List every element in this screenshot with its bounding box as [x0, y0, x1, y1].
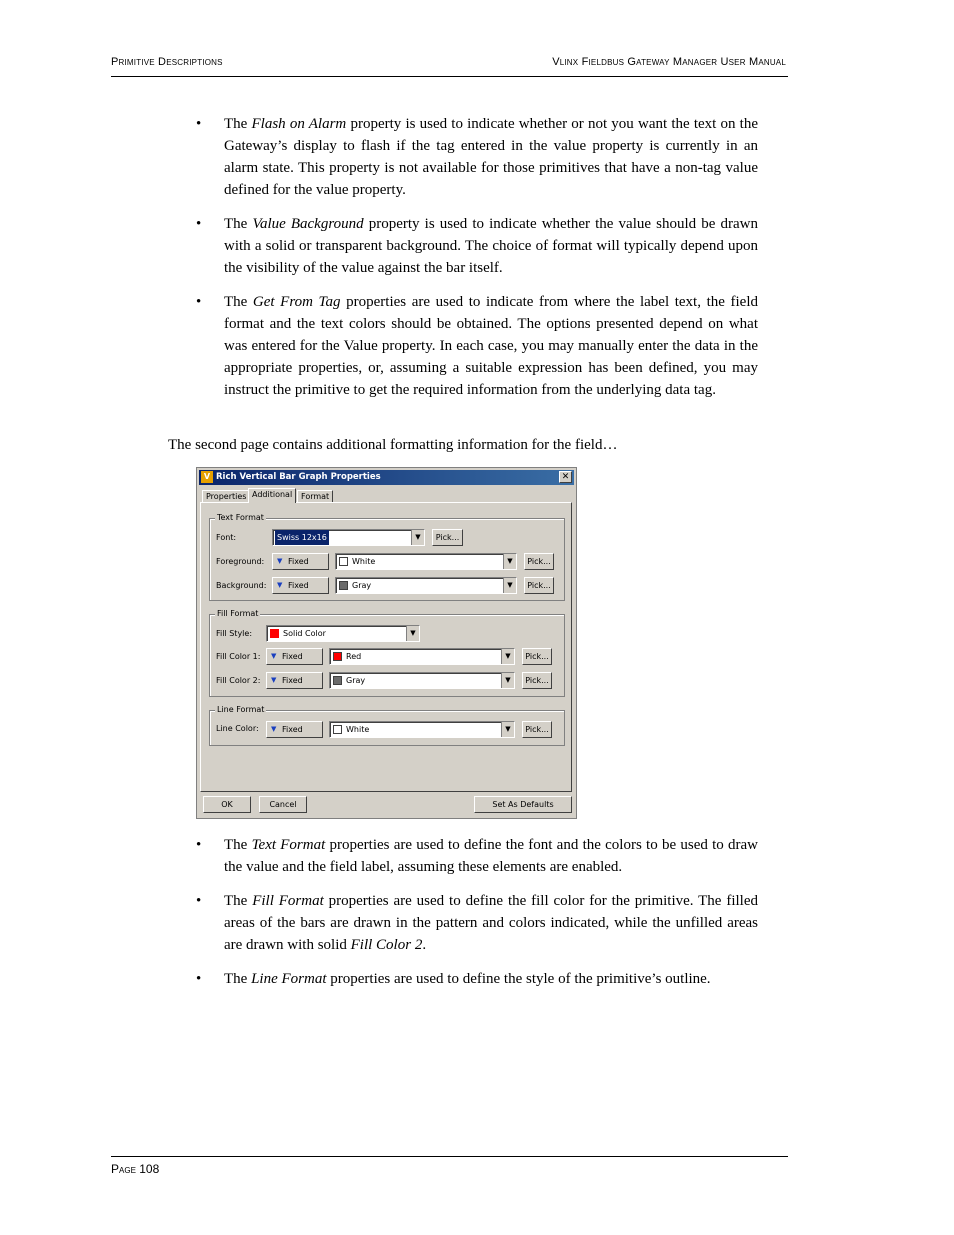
- fill-format-title: Fill Format: [217, 609, 259, 618]
- dropdown-triangle-icon: ▼: [277, 557, 283, 565]
- dialog-title: Rich Vertical Bar Graph Properties: [216, 472, 381, 482]
- ok-button[interactable]: OK: [203, 796, 251, 813]
- line-color-label: Line Color:: [216, 724, 259, 733]
- app-logo-icon: V: [201, 471, 213, 483]
- color-swatch: [333, 725, 342, 734]
- fill-color2-pick-button[interactable]: Pick...: [522, 672, 552, 689]
- line-color-select[interactable]: White ▼: [329, 721, 515, 738]
- chevron-down-icon: ▼: [503, 554, 516, 569]
- list-item: • The Fill Format properties are used to define the fill color for the primitive. The filled areas of the bars are drawn in the pattern and colors indicated, while the unfilled areas are drawn with solid Fill Color 2.: [196, 890, 758, 956]
- tab-format[interactable]: Format: [297, 490, 333, 503]
- text-format-title: Text Format: [217, 513, 264, 522]
- running-header-left: Primitive Descriptions: [111, 56, 223, 68]
- fill-color1-pick-button[interactable]: Pick...: [522, 648, 552, 665]
- chevron-down-icon: ▼: [411, 530, 424, 545]
- color-swatch: [270, 629, 279, 638]
- foreground-mode-button[interactable]: ▼ Fixed: [272, 553, 329, 570]
- chevron-down-icon: ▼: [406, 626, 419, 641]
- line-color-pick-button[interactable]: Pick...: [522, 721, 552, 738]
- line-format-title: Line Format: [217, 705, 265, 714]
- fill-color2-label: Fill Color 2:: [216, 676, 261, 685]
- page-number: Page 108: [111, 1162, 160, 1176]
- background-color-select[interactable]: Gray ▼: [335, 577, 517, 594]
- fill-style-select[interactable]: Solid Color ▼: [266, 625, 420, 642]
- foreground-pick-button[interactable]: Pick...: [524, 553, 554, 570]
- list-item: • The Value Background property is used to indicate whether the value should be drawn with a solid or transparent background. The choice of format will typically depend upon the visibility of the value against the bar itself.: [196, 213, 758, 279]
- font-label: Font:: [216, 533, 237, 542]
- fill-color1-select[interactable]: Red ▼: [329, 648, 515, 665]
- list-item: • The Flash on Alarm property is used to indicate whether or not you want the text on the Gateway’s display to flash if the tag entered in the value property is currently in an alarm state. This property is not available for those primitives that have a non-tag value defined for the value property.: [196, 113, 758, 201]
- background-label: Background:: [216, 581, 267, 590]
- list-item: • The Line Format properties are used to define the style of the primitive’s outline.: [196, 968, 758, 990]
- close-icon[interactable]: ✕: [559, 471, 572, 483]
- color-swatch: [339, 557, 348, 566]
- cancel-button[interactable]: Cancel: [259, 796, 307, 813]
- footer-rule: [111, 1156, 788, 1157]
- foreground-color-select[interactable]: White ▼: [335, 553, 517, 570]
- intro-paragraph: The second page contains additional formatting information for the field…: [168, 437, 618, 453]
- fill-color2-select[interactable]: Gray ▼: [329, 672, 515, 689]
- tab-additional[interactable]: Additional: [248, 488, 296, 503]
- fill-color1-mode-button[interactable]: ▼ Fixed: [266, 648, 323, 665]
- chevron-down-icon: ▼: [501, 722, 514, 737]
- fill-style-label: Fill Style:: [216, 629, 253, 638]
- background-pick-button[interactable]: Pick...: [524, 577, 554, 594]
- background-mode-button[interactable]: ▼ Fixed: [272, 577, 329, 594]
- running-header-right: Vlinx Fieldbus Gateway Manager User Manual: [552, 56, 786, 68]
- dropdown-triangle-icon: ▼: [271, 725, 277, 733]
- color-swatch: [333, 676, 342, 685]
- fill-format-group: [209, 609, 565, 697]
- bullet-list-bottom: [196, 834, 758, 1002]
- fill-color1-label: Fill Color 1:: [216, 652, 261, 661]
- properties-dialog: [196, 467, 577, 819]
- line-format-group: [209, 705, 565, 746]
- fill-color2-mode-button[interactable]: ▼ Fixed: [266, 672, 323, 689]
- header-rule: [111, 76, 788, 77]
- color-swatch: [339, 581, 348, 590]
- bullet-list-top: [196, 113, 758, 413]
- chevron-down-icon: ▼: [501, 673, 514, 688]
- tab-properties[interactable]: Properties: [202, 490, 250, 503]
- tab-panel: [200, 502, 572, 792]
- chevron-down-icon: ▼: [501, 649, 514, 664]
- color-swatch: [333, 652, 342, 661]
- foreground-label: Foreground:: [216, 557, 265, 566]
- text-format-group: [209, 513, 565, 601]
- dropdown-triangle-icon: ▼: [271, 676, 277, 684]
- dialog-titlebar: [199, 470, 574, 485]
- list-item: • The Text Format properties are used to define the font and the colors to be used to draw the value and the field label, assuming these elements are enabled.: [196, 834, 758, 878]
- dropdown-triangle-icon: ▼: [271, 652, 277, 660]
- list-item: • The Get From Tag properties are used to indicate from where the label text, the field format and the text colors should be obtained. The options presented depend on what was entered for the Value property. In each case, you may manually enter the data in the appropriate properties, or, assuming a suitable expression has been defined, you may instruct the primitive to get the required information from the underlying data tag.: [196, 291, 758, 401]
- font-select[interactable]: Swiss 12x16 ▼: [272, 529, 425, 546]
- set-defaults-button[interactable]: Set As Defaults: [474, 796, 572, 813]
- line-color-mode-button[interactable]: ▼ Fixed: [266, 721, 323, 738]
- dropdown-triangle-icon: ▼: [277, 581, 283, 589]
- font-pick-button[interactable]: Pick...: [432, 529, 463, 546]
- chevron-down-icon: ▼: [503, 578, 516, 593]
